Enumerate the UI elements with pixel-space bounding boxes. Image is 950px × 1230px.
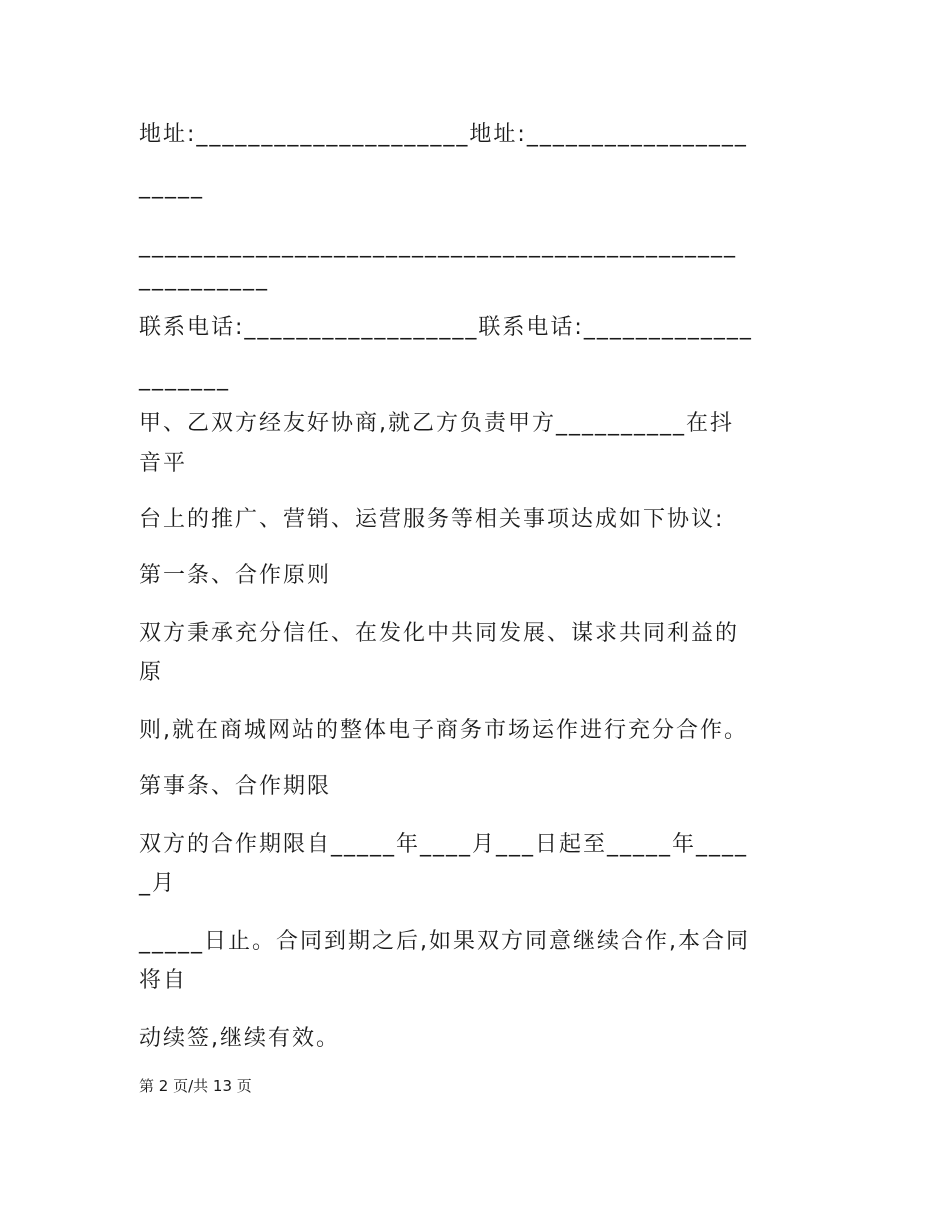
preamble-line-2: 台上的推广、营销、运营服务等相关事项达成如下协议: [139, 507, 725, 532]
party-phone-line: 联系电话:__________________联系电话:_____________ [139, 315, 753, 340]
article-2-text: 双方的合作期限自_____年____月___日起至_____年____ [139, 832, 749, 857]
page-number-footer: 第 2 页/共 13 页 [139, 1077, 252, 1095]
article-2-text-3: 动续签,继续有效。 [139, 1026, 340, 1051]
article-1-text-cont: 原 [139, 660, 164, 685]
party-address-line: 地址:_____________________地址:_________________ [139, 122, 748, 147]
article-1-text: 双方秉承充分信任、在发化中共同发展、谋求共同利益的 [139, 621, 740, 646]
blank-line: ______________________________________________ [139, 233, 737, 258]
article-2-text-cont: _月 [139, 871, 177, 896]
party-phone-line-cont: _______ [139, 366, 230, 391]
article-2-heading: 第事条、合作期限 [139, 774, 332, 799]
article-2-text-2-cont: 将自 [139, 968, 188, 993]
blank-line-cont: __________ [139, 266, 269, 291]
article-1-heading: 第一条、合作原则 [139, 563, 332, 588]
article-1-text-2: 则,就在商城网站的整体电子商务市场运作进行充分合作。 [139, 718, 748, 743]
preamble-line-cont: 音平 [139, 451, 188, 476]
article-2-text-2: _____日止。合同到期之后,如果双方同意继续合作,本合同 [139, 929, 750, 954]
preamble-line: 甲、乙双方经友好协商,就乙方负责甲方__________在抖 [139, 411, 734, 436]
party-address-line-cont: _____ [139, 174, 204, 199]
